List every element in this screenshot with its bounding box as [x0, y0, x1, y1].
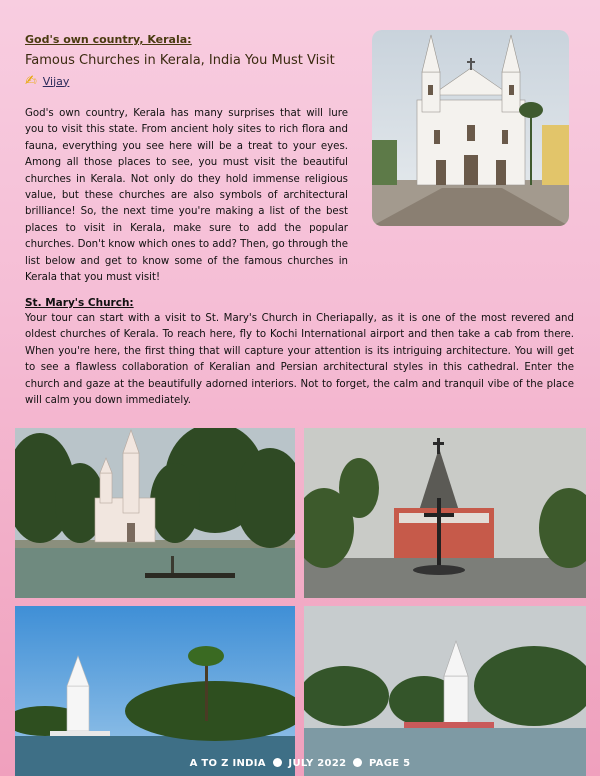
water-church-photo [304, 606, 586, 776]
magazine-name: A TO Z INDIA [189, 758, 266, 769]
author-link[interactable]: Vijay [42, 74, 70, 88]
gabled-church-photo [304, 428, 586, 598]
church-backwater-photo [15, 428, 295, 598]
section-body: Your tour can start with a visit to St. Mary's Church in Cheriapally, as it is one of the most revered and oldest churches of Kerala. To reach here, fly to Kochi International airport and then take a cab from there. When you're here, the first thing that will capture your attention is its intriguing architecture. You will get to see a flawless collaboration of Keralian and Persian architectural styles in this cathedral. Enter the church and gaze at the beautifully adorned interiors. Not to forget, the calm and tranquil vibe of the place will calm you down immediately. [25, 313, 574, 407]
bullet-dot-icon [353, 758, 362, 767]
writing-hand-icon: ✍ [25, 73, 37, 89]
section-title: St. Mary's Church: [25, 297, 134, 309]
hero-church-photo [372, 30, 569, 226]
intro-paragraph: God's own country, Kerala has many surprises that will lure you to visit this state. From ancient holy sites to rich flora and fauna, everything you see here will be a treat to your eyes. Among all those places to see, you must visit the beautiful churches in Kerala. Not only do they hold immense religious value, but these churches are also symbols of architectural brilliance! So, the next time you're making a list of the best places to visit in Kerala, make sure to add the popular churches. Don't know which ones to add? Then, go through the list below and get to know some of the famous churches in Kerala that you must visit! [25, 108, 348, 284]
kicker: God's own country, Kerala: [25, 33, 192, 46]
byline [25, 73, 69, 89]
issue-date: JULY 2022 [288, 758, 347, 769]
article-title: Famous Churches in Kerala, India You Must Visit [25, 53, 335, 68]
page-number: PAGE 5 [368, 758, 411, 769]
lakeside-church-photo [15, 606, 295, 776]
bullet-dot-icon [273, 758, 282, 767]
page-footer [0, 758, 600, 769]
